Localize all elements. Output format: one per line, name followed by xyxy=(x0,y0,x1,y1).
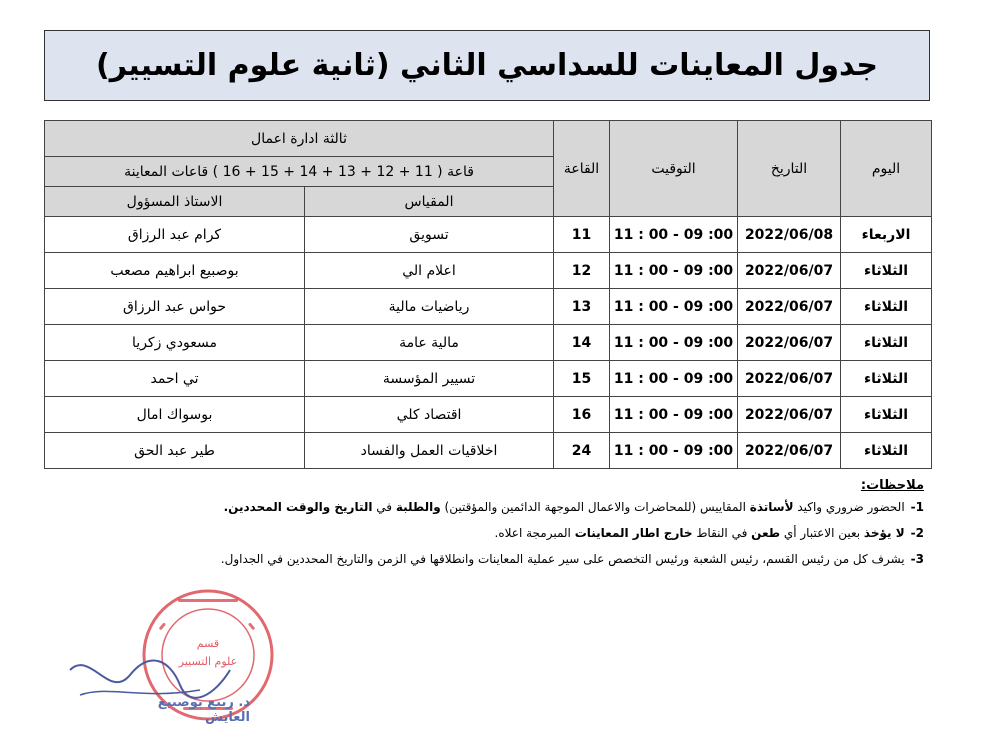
room-cell: 16 xyxy=(554,397,610,433)
professor-cell: بوسواك امال xyxy=(45,397,305,433)
note-item-1 xyxy=(74,499,924,515)
subject-cell: اعلام الي xyxy=(305,253,554,289)
professor-cell: حواس عبد الرزاق xyxy=(45,289,305,325)
day-cell: الثلاثاء xyxy=(841,325,932,361)
note-bold: طعن xyxy=(751,526,781,540)
note-text: في النقاط xyxy=(692,526,752,540)
note-bold: لأساتذة xyxy=(749,500,794,514)
header-time: التوقيت xyxy=(610,121,738,217)
time-cell: 11 : 00 - 09 :00 xyxy=(610,397,738,433)
note-bold: التاريخ والوقت المحددين. xyxy=(223,500,373,514)
table-row xyxy=(45,397,932,433)
room-cell: 24 xyxy=(554,433,610,469)
note-number: 3- xyxy=(910,552,924,566)
note-text: في xyxy=(372,500,396,514)
svg-text:قسم: قسم xyxy=(196,637,220,650)
professor-cell: بوصبيع ابراهيم مصعب xyxy=(45,253,305,289)
header-date: التاريخ xyxy=(738,121,841,217)
day-cell: الثلاثاء xyxy=(841,253,932,289)
note-text: الحضور ضروري واكيد xyxy=(793,500,905,514)
time-cell: 11 : 00 - 09 :00 xyxy=(610,325,738,361)
schedule-table xyxy=(44,120,932,469)
date-cell: 2022/06/07 xyxy=(738,253,841,289)
svg-text:علوم التسيير: علوم التسيير xyxy=(178,655,238,668)
header-rooms-line: قاعة ( 11 + 12 + 13 + 14 + 15 + 16 ) قاعات المعاينة xyxy=(45,157,554,187)
table-row xyxy=(45,325,932,361)
table-row xyxy=(45,433,932,469)
subject-cell: تسويق xyxy=(305,217,554,253)
note-bold: لا يؤخذ xyxy=(863,526,905,540)
professor-cell: تي احمد xyxy=(45,361,305,397)
date-cell: 2022/06/07 xyxy=(738,397,841,433)
date-cell: 2022/06/07 xyxy=(738,433,841,469)
note-number: 1- xyxy=(910,500,924,514)
table-row xyxy=(45,361,932,397)
day-cell: الثلاثاء xyxy=(841,289,932,325)
room-cell: 12 xyxy=(554,253,610,289)
notes-title: ملاحظات: xyxy=(860,478,924,493)
note-text: المقاييس (للمحاضرات والاعمال الموجهة الدائمين والمؤقتين) xyxy=(440,500,750,514)
subject-cell: تسيير المؤسسة xyxy=(305,361,554,397)
professor-cell: طير عبد الحق xyxy=(45,433,305,469)
note-item-2 xyxy=(74,525,924,541)
subject-cell: اخلاقيات العمل والفساد xyxy=(305,433,554,469)
date-cell: 2022/06/07 xyxy=(738,361,841,397)
time-cell: 11 : 00 - 09 :00 xyxy=(610,433,738,469)
subject-cell: مالية عامة xyxy=(305,325,554,361)
note-number: 2- xyxy=(910,526,924,540)
header-professor: الاستاذ المسؤول xyxy=(45,187,305,217)
table-row xyxy=(45,253,932,289)
header-room: القاعة xyxy=(554,121,610,217)
date-cell: 2022/06/08 xyxy=(738,217,841,253)
day-cell: الثلاثاء xyxy=(841,361,932,397)
notes-section xyxy=(74,478,924,577)
room-cell: 14 xyxy=(554,325,610,361)
signature-area xyxy=(50,640,250,730)
note-bold: خارج اطار المعاينات xyxy=(574,526,693,540)
room-cell: 11 xyxy=(554,217,610,253)
date-cell: 2022/06/07 xyxy=(738,325,841,361)
header-day: اليوم xyxy=(841,121,932,217)
subject-cell: اقتصاد كلي xyxy=(305,397,554,433)
subject-cell: رياضيات مالية xyxy=(305,289,554,325)
table-row xyxy=(45,217,932,253)
professor-cell: مسعودي زكريا xyxy=(45,325,305,361)
day-cell: الاربعاء xyxy=(841,217,932,253)
note-text: المبرمجة اعلاه. xyxy=(494,526,575,540)
page-title: جدول المعاينات للسداسي الثاني (ثانية علوم التسيير) xyxy=(96,48,878,83)
professor-cell: كرام عبد الرزاق xyxy=(45,217,305,253)
note-item-3 xyxy=(74,551,924,567)
date-cell: 2022/06/07 xyxy=(738,289,841,325)
table-row xyxy=(45,289,932,325)
time-cell: 11 : 00 - 09 :00 xyxy=(610,217,738,253)
signature-name: د. ربيع بوصبيع العايش xyxy=(157,695,250,725)
header-subject: المقياس xyxy=(305,187,554,217)
note-text: يشرف كل من رئيس القسم، رئيس الشعبة ورئيس التخصص على سير عملية المعاينات وانطلاقها في الزمن والتاريخ المحددين في الجداول. xyxy=(220,552,905,566)
room-cell: 15 xyxy=(554,361,610,397)
title-box xyxy=(44,30,930,101)
time-cell: 11 : 00 - 09 :00 xyxy=(610,289,738,325)
room-cell: 13 xyxy=(554,289,610,325)
header-group: ثالثة ادارة اعمال xyxy=(45,121,554,157)
time-cell: 11 : 00 - 09 :00 xyxy=(610,253,738,289)
day-cell: الثلاثاء xyxy=(841,397,932,433)
time-cell: 11 : 00 - 09 :00 xyxy=(610,361,738,397)
note-text: بعين الاعتبار أي xyxy=(780,526,864,540)
note-bold: والطلبة xyxy=(395,500,441,514)
day-cell: الثلاثاء xyxy=(841,433,932,469)
